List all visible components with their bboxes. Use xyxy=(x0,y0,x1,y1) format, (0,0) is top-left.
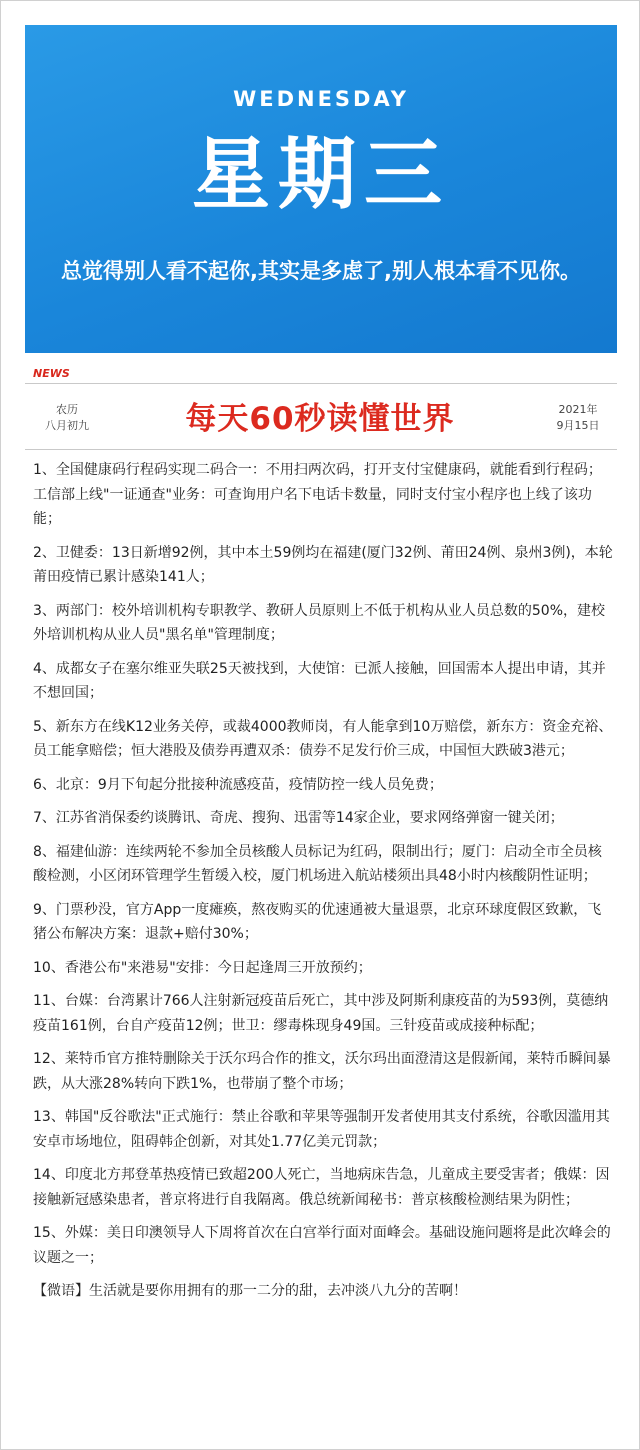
news-item: 14、印度北方邦登革热疫情已致超200人死亡，当地病床告急，儿童成主要受害者；俄媒：因接触新冠感染患者，普京将进行自我隔离。俄总统新闻秘书：普京核酸检测结果为阴性； xyxy=(33,1167,610,1208)
daily-quote: 【微语】生活就是要你用拥有的那一二分的甜，去冲淡八九分的苦啊！ xyxy=(33,1283,467,1299)
gregorian-date-block xyxy=(548,402,608,434)
news-item: 13、韩国"反谷歌法"正式施行：禁止谷歌和苹果等强制开发者使用其支付系统，谷歌因滥用其安卓市场地位，阻碍韩企创新，对其处1.77亿美元罚款； xyxy=(33,1109,610,1150)
news-item: 12、莱特币官方推特删除关于沃尔玛合作的推文，沃尔玛出面澄清这是假新闻，莱特币瞬间暴跌，从大涨28%转向下跌1%，也带崩了整个市场； xyxy=(33,1051,611,1092)
news-item: 7、江苏省消保委约谈腾讯、奇虎、搜狗、迅雷等14家企业，要求网络弹窗一键关闭； xyxy=(33,810,564,826)
lunar-date: 八月初九 xyxy=(45,419,89,432)
news-item: 15、外媒：美日印澳领导人下周将首次在白宫举行面对面峰会。基础设施问题将是此次峰会的议题之一； xyxy=(33,1225,611,1266)
news-item: 11、台媒：台湾累计766人注射新冠疫苗后死亡，其中涉及阿斯利康疫苗的为593例，莫德纳疫苗161例，台自产疫苗12例；世卫：缪毒株现身49国。三针疫苗或成接种标配； xyxy=(33,993,609,1034)
weekday-chinese: 星期三 xyxy=(191,130,450,220)
weekday-banner xyxy=(25,25,617,353)
header-divider-bottom xyxy=(25,449,617,450)
news-list xyxy=(33,458,613,1304)
lunar-label: 农历 xyxy=(56,403,78,416)
news-tag: NEWS xyxy=(33,367,70,380)
page-title: 每天60秒读懂世界 xyxy=(185,401,455,437)
news-item: 10、香港公布"来港易"安排：今日起逢周三开放预约； xyxy=(33,959,372,976)
daily-motto: 总觉得别人看不起你,其实是多虑了,别人根本看不见你。 xyxy=(61,259,581,283)
news-item: 8、福建仙游：连续两轮不参加全员核酸人员标记为红码，限制出行；厦门：启动全市全员核酸检测，小区闭环管理学生暂缓入校，厦门机场进入航站楼须出具48小时内核酸阴性证明； xyxy=(33,843,602,884)
lunar-date-block xyxy=(45,402,89,434)
date-day: 9月15日 xyxy=(556,419,600,432)
news-item: 5、新东方在线K12业务关停，或裁4000教师岗，有人能拿到10万赔偿，新东方：资金充裕、员工能拿赔偿；恒大港股及债券再遭双杀：债券不足发行价三成，中国恒大跌破3港元； xyxy=(33,718,613,759)
news-item: 9、门票秒没，官方App一度瘫痪，熬夜购买的优速通被大量退票，北京环球度假区致歉，飞猪公布解决方案：退款+赔付30%； xyxy=(33,901,602,942)
header-divider-top xyxy=(25,383,617,384)
news-item: 6、北京：9月下旬起分批接种流感疫苗，疫情防控一线人员免费； xyxy=(33,776,443,793)
news-item: 3、两部门：校外培训机构专职教学、教研人员原则上不低于机构从业人员总数的50%，建校外培训机构从业人员"黑名单"管理制度； xyxy=(33,602,606,643)
date-year: 2021年 xyxy=(558,403,598,416)
news-item: 4、成都女子在塞尔维亚失联25天被找到，大使馆：已派人接触，回国需本人提出申请，其并不想回国； xyxy=(33,660,606,701)
weekday-english: WEDNESDAY xyxy=(233,87,409,111)
news-item: 2、卫健委：13日新增92例，其中本土59例均在福建(厦门32例、莆田24例、泉州3例)，本轮莆田疫情已累计感染141人； xyxy=(33,544,613,585)
news-item: 1、全国健康码行程码实现二码合一：不用扫两次码，打开支付宝健康码，就能看到行程码；工信部上线"一证通查"业务：可查询用户名下电话卡数量，同时支付宝小程序也上线了该功能； xyxy=(33,462,602,527)
